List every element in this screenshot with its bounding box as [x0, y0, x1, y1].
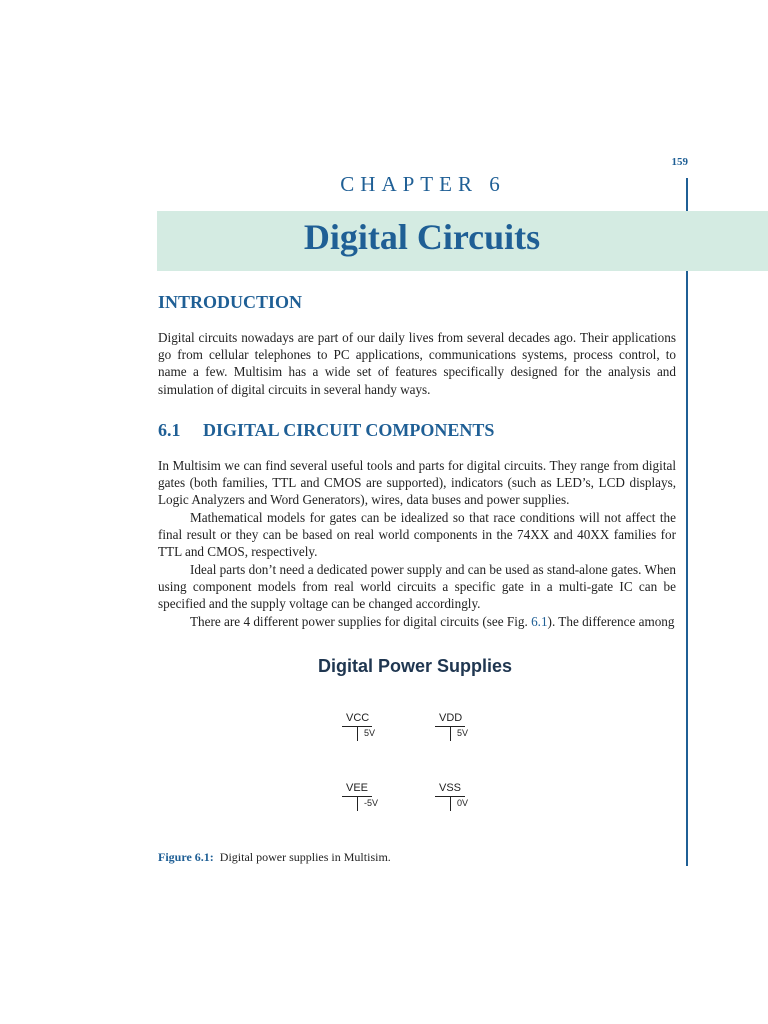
- intro-heading: INTRODUCTION: [158, 292, 303, 312]
- supply-name: VCC: [346, 712, 370, 724]
- section-paragraph-2: Mathematical models for gates can be idealized so that race conditions will not affect the final result or they can be based on real world components in the 74XX and 40XX families for TTL and CMOS, respectively.: [158, 510, 676, 560]
- page-number: 159: [671, 156, 688, 168]
- para4-text-end: ). The difference among: [547, 614, 675, 629]
- figure-caption: [158, 850, 391, 865]
- section-number: 6.1: [158, 420, 181, 440]
- section-title: DIGITAL CIRCUIT COMPONENTS: [203, 420, 495, 440]
- caption-text: Digital power supplies in Multisim.: [219, 850, 391, 864]
- section-paragraph-4: [158, 613, 676, 630]
- intro-paragraph: Digital circuits nowadays are part of our daily lives from several decades ago. Their applications go from cellular telephones to PC applications, communications systems, process control, to name a few. Multisim has a wide set of features specifically designed for the analysis and simulation of digital circuits in several handy ways.: [158, 330, 676, 397]
- chapter-title: Digital Circuits: [303, 217, 541, 257]
- section-paragraph-1: In Multisim we can find several useful tools and parts for digital circuits. They range from digital gates (both families, TTL and CMOS are supported), indicators (such as LED’s, LCD displays, Logic Analyzers and Word Generators), wires, data buses and power supplies.: [158, 458, 676, 508]
- supply-stem: [357, 796, 358, 811]
- figure-reference-link[interactable]: 6.1: [531, 614, 548, 629]
- caption-label: Figure 6.1:: [158, 850, 214, 864]
- supply-stem: [450, 726, 451, 741]
- supply-stem: [450, 796, 451, 811]
- margin-rule: [686, 178, 688, 866]
- section-heading: [158, 420, 494, 441]
- supply-name: VSS: [439, 782, 462, 794]
- section-paragraph-3: Ideal parts don’t need a dedicated power supply and can be used as stand-alone gates. When using component models from real world circuits a specific gate in a multi-gate IC can be specified and the supply voltage can be changed accordingly.: [158, 562, 676, 612]
- figure-title: Digital Power Supplies: [317, 656, 513, 676]
- supply-value: -5V: [364, 798, 379, 808]
- supply-value: 0V: [457, 798, 469, 808]
- supply-name: VDD: [439, 712, 463, 724]
- supply-name: VEE: [346, 782, 369, 794]
- supply-value: 5V: [364, 728, 376, 738]
- figure-digital-power-supplies: [300, 650, 540, 830]
- para4-text-start: There are 4 different power supplies for digital circuits (see Fig.: [190, 614, 532, 629]
- supply-stem: [357, 726, 358, 741]
- chapter-label: CHAPTER 6: [340, 172, 506, 196]
- supply-value: 5V: [457, 728, 469, 738]
